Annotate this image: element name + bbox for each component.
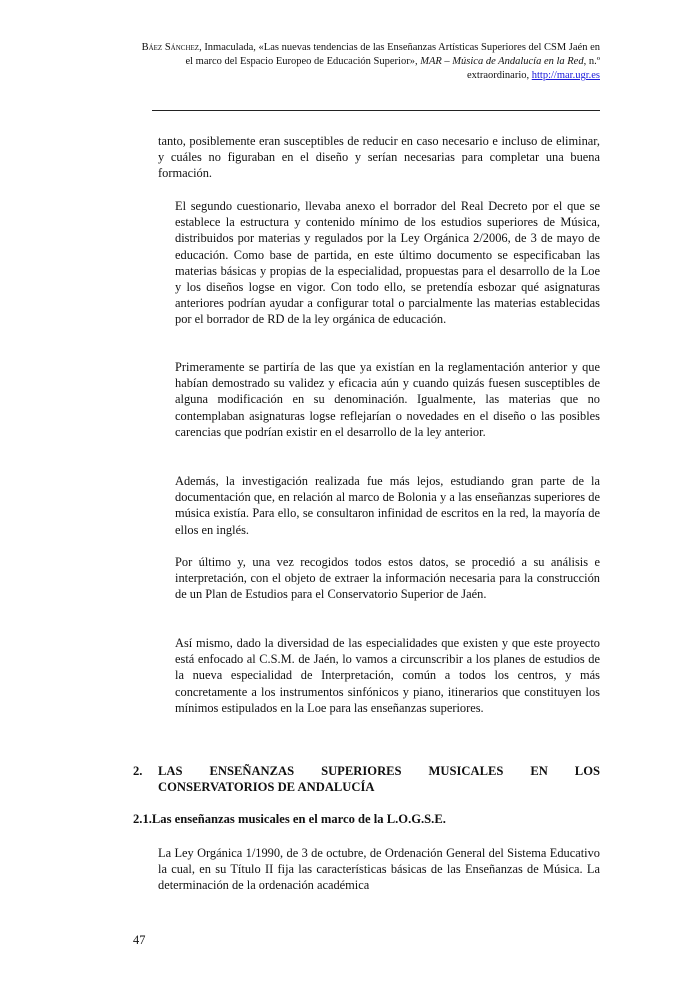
section-title-line2: CONSERVATORIOS DE ANDALUCÍA bbox=[158, 780, 375, 794]
header-citation: , Inmaculada, «Las nuevas tendencias de las Enseñanzas Artísticas Superiores del CSM Jaén en el marco del Espacio Europeo de Educación Superior», bbox=[185, 42, 600, 67]
page-number: 47 bbox=[133, 933, 146, 947]
paragraph-analysis: Por último y, una vez recogidos todos estos datos, se procedió a su análisis e interpretación, con el objeto de extraer la información necesaria para la construcción de un Plan de Estudios para el Conservatorio Superior de Jaén. bbox=[175, 555, 600, 602]
subsection-heading: 2.1.Las enseñanzas musicales en el marco de la L.O.G.S.E. bbox=[133, 812, 446, 826]
paragraph-logse: La Ley Orgánica 1/1990, de 3 de octubre, de Ordenación General del Sistema Educativo la cual, en su Título II fija las características básicas de las Enseñanzas de Música. La determinación de la ordenación académica bbox=[158, 846, 600, 893]
section-number: 2. bbox=[133, 764, 143, 778]
paragraph-second-questionnaire: El segundo cuestionario, llevaba anexo el borrador del Real Decreto por el que se establece la estructura y contenido mínimo de los estudios superiores de Música, distribuidos por materias y regulados por la Ley Orgánica 2/2006, de 3 de mayo de educación. Como base de partida, en este último documento se especificaban las materias básicas y propias de la especialidad, propuestas para el desarrollo de la Loe y los diseños logse en vigor. Con todo ello, se pretendía esbozar qué asignaturas anteriores podrían ayudar a configurar total o parcialmente las materias establecidas por el borrador de RD de la ley orgánica de educación. bbox=[175, 199, 600, 327]
header-issue: , n.º extraordinario, bbox=[467, 56, 600, 81]
section-heading bbox=[133, 763, 600, 795]
header-journal: MAR – Música de Andalucía en la Red bbox=[420, 56, 584, 67]
header-divider bbox=[152, 110, 600, 111]
paragraph-first-step: Primeramente se partiría de las que ya existían en la reglamentación anterior y que habían demostrado su validez y eficacia aún y cuando quizás fuesen susceptibles de alguna modificación en su denominación. Igualmente, las materias que no contemplaban asignaturas logse reflejarían o novedades en el diseño o las posibles carencias que podrían existir en el desarrollo de la ley anterior. bbox=[175, 360, 600, 439]
paragraph-research: Además, la investigación realizada fue más lejos, estudiando gran parte de la documentación que, en relación al marco de Bolonia y a las enseñanzas superiores de música existía. Para ello, se consultaron infinidad de escritos en la red, la mayoría de ellos en inglés. bbox=[175, 474, 600, 537]
paragraph-continuation: tanto, posiblemente eran susceptibles de reducir en caso necesario e incluso de eliminar, y cuáles no figuraban en el diseño y serían necesarias para completar una buena formación. bbox=[158, 134, 600, 181]
paragraph-scope: Así mismo, dado la diversidad de las especialidades que existen y que este proyecto está enfocado al C.S.M. de Jaén, lo vamos a circunscribir a los planes de estudios de la nueva especialidad de Interpretación, común a todos los centros, y más concretamente a los instrumentos sinfónicos y piano, itinerarios que constituyen los mínimos estipulados en la Loe para las enseñanzas superiores. bbox=[175, 636, 600, 715]
running-header bbox=[133, 41, 600, 83]
header-author: Báez Sánchez bbox=[141, 42, 200, 53]
header-url-link[interactable]: http://mar.ugr.es bbox=[531, 70, 600, 81]
section-title-line1: LAS ENSEÑANZAS SUPERIORES MUSICALES EN LOS bbox=[158, 764, 600, 778]
